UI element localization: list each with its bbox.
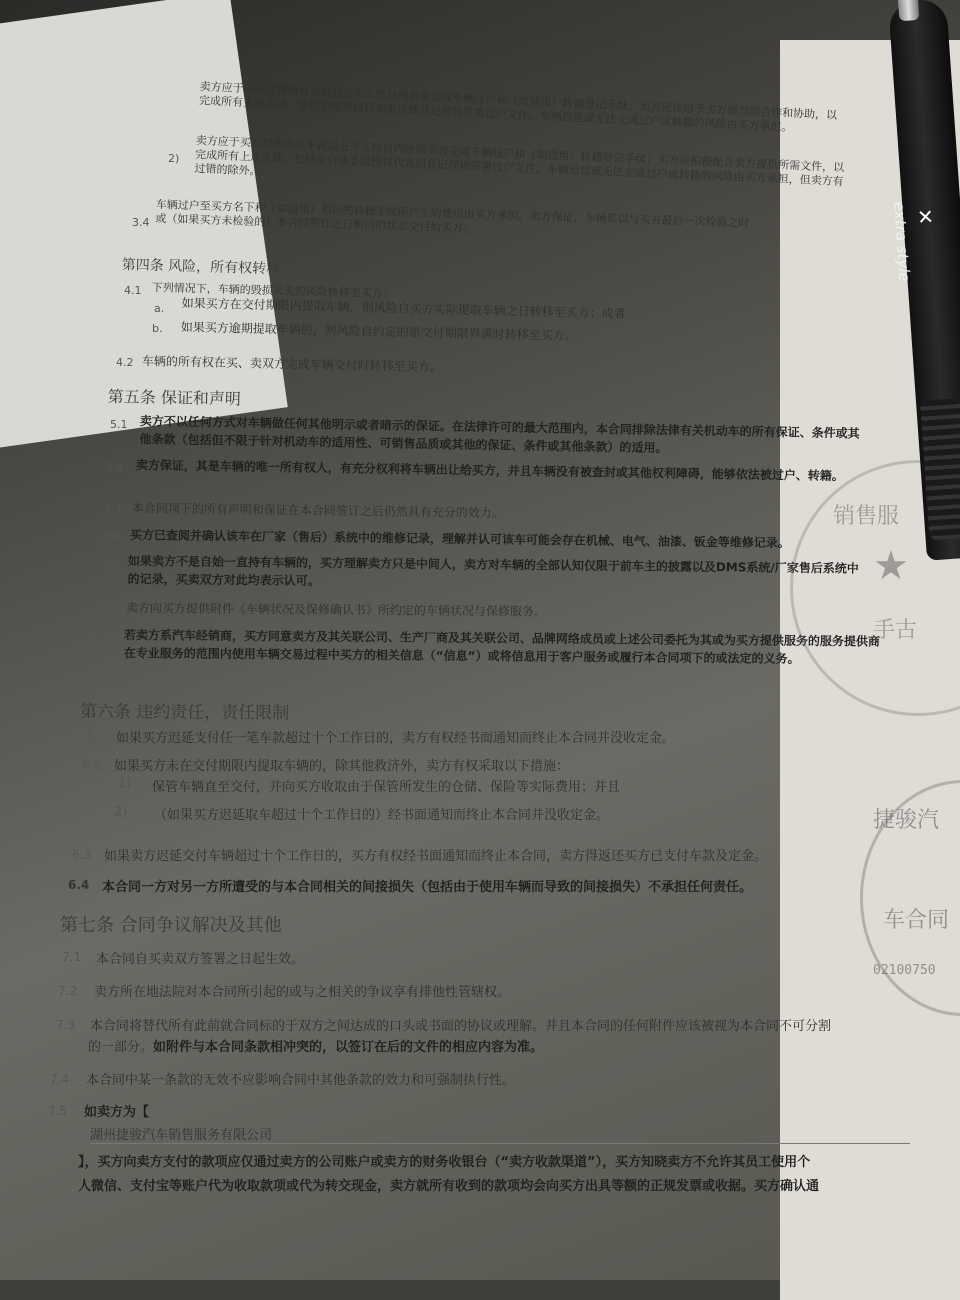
pen-logo-icon: ✕ [916, 204, 935, 230]
clause-4-1: 下列情况下，车辆的毁损灭失的风险转移至买方： [151, 280, 394, 301]
seal-bottom-text: 捷骏汽 [873, 808, 940, 833]
clause-7-1-number: 7.1 [62, 950, 82, 964]
clause-7-5-line-2: 人微信、支付宝等账户代为收取款项或代为转交现金，卖方就所有收到的款项均会向买方出具等额的正规发票或收据。买方确认通 [78, 1179, 820, 1194]
clause-5-1-number: 5.1 [110, 418, 128, 431]
clause-5-3: 本合同项下的所有声明和保证在本合同签订之后仍然具有充分的效力。 [131, 500, 504, 521]
clause-7-5-label: 如卖方为【 [84, 1105, 150, 1120]
clause-6-4-number: 6.4 [68, 878, 90, 892]
clause-5-7-number: 5.7 [96, 630, 114, 643]
clause-3-4: 车辆过户至买方名下和（如适用）相应的转籍手续所产生的费用由买方承担。卖方保证，车辆系以与买方最后一次检验之时或（如果买方未检验的）本合同签订之日相同的状态交付给买方。 [155, 198, 750, 236]
clause-5-5: 如果卖方不是自始一直持有车辆的，买方理解卖方只是中间人，卖方对车辆的全部认知仅限于前车主的披露以及DMS系统/厂家售后系统中的记录，买卖双方对此均表示认可。 [127, 553, 859, 589]
clause-7-3-line-1: 本合同将替代所有此前就合同标的于双方之间达成的口头或书面的协议或理解。并且本合同的任何附件应该被视为本合同不可分割 [90, 1019, 832, 1034]
clause-4-2: 车辆的所有权在买、卖双方完成车辆交付时转移至买方。 [141, 353, 442, 375]
seal-top-text-2: 手古 [873, 618, 918, 643]
pen-grip [920, 397, 960, 540]
clause-7-4: 本合同中某一条款的无效不应影响合同中其他条款的效力和可强制执行性。 [86, 1073, 516, 1088]
clause-4-2-number: 4.2 [116, 356, 134, 369]
article-6-title: 第六条 违约责任，责任限制 [79, 701, 290, 724]
clause-5-2: 卖方保证，其是车辆的唯一所有权人，有充分权利将车辆出让给买方，并且车辆没有被查封或其他权利障碍，能够依法被过户、转籍。 [135, 457, 844, 484]
clause-7-5-line-1: 】，买方向卖方支付的款项应仅通过卖方的公司账户或卖方的财务收银台（“卖方收款渠道”），买方知晓卖方不允许其员工使用个 [78, 1155, 811, 1170]
clause-3-3-item-2: 卖方应于买方付清所有车款后五个工作日内协助买方完成车辆过户和（如适用）转籍登记手续；买方应积极配合卖方提供所需文件，以完成所有上述手续，包括亲自或委派授权代表到登记现场签署过户文件。车辆迟延或无法完成过户或转籍的风险由买方承担，但卖方有过错的除外。 [194, 134, 845, 189]
clause-7-2: 卖方所在地法院对本合同所引起的或与之相关的争议享有排他性管辖权。 [94, 985, 511, 1000]
clause-5-1: 卖方不以任何方式对车辆做任何其他明示或者暗示的保证。在法律许可的最大范围内，本合同排除法律有关机动车的所有保证、条件或其他条款（包括但不限于针对机动车的适用性、可销售品质或其他的保证、条件或其他条款）的适用。 [139, 413, 860, 456]
clause-6-2-1-number: 1) [118, 776, 132, 791]
clause-4-1-b: 如果买方逾期提取车辆的，则风险自约定的原交付期限界满时转移至买方。 [180, 319, 577, 343]
clause-6-2: 如果买方未在交付期限内提取车辆的，除其他救济外，卖方有权采取以下措施： [114, 759, 570, 774]
pen-brand-label: extra style [890, 201, 914, 283]
clause-6-1-number: 6.1 [86, 730, 106, 744]
clause-7-3-line-2-plain: 的一部分。 [88, 1040, 154, 1055]
clause-6-4: 本合同一方对另一方所遭受的与本合同相关的间接损失（包括由于使用车辆而导致的间接损失）不承担任何责任。 [102, 880, 753, 895]
clause-5-7: 若卖方系汽车经销商，买方同意卖方及其关联公司、生产厂商及其关联公司、品牌网络成员或上述公司委托为其或为买方提供服务的服务提供商在专业服务的范围内使用车辆交易过程中买方的相关信息（“信息”）或将信息用于客户服务或履行本合同项下的或法定的义务。 [123, 627, 880, 666]
clause-5-3-number: 5.3 [104, 502, 122, 515]
article-5-title: 第五条 保证和声明 [107, 386, 242, 409]
clause-3-3-item-1: 卖方应于买方付清所有车款后五个工作日内负责完成车辆过户和（如适用）转籍登记手续；卖方应该给予买方适当的合作和协助，以完成所有上述手续，包括委派授权代表亲自到登记现场签署过户文件。车辆迟延或无法完成过户或转籍的风险由买方承担。 [198, 80, 838, 134]
clause-7-4-number: 7.4 [50, 1072, 70, 1086]
clause-7-3-line-2 [88, 1036, 543, 1055]
seal-star-icon: ★ [873, 543, 909, 589]
seal-top-text: 销售服 [833, 504, 900, 529]
clause-6-2-1: 保管车辆直至交付，并向买方收取由于保管所发生的仓储、保险等实际费用；并且 [152, 780, 621, 795]
clause-5-4: 买方已查阅并确认该车在厂家（售后）系统中的维修记录，理解并认可该车可能会存在机械、电气、油漆、钣金等维修记录。 [129, 527, 790, 551]
seal-serial-number: 02100750 [873, 963, 936, 978]
clause-3-3-item-2-number: 2) [168, 152, 180, 165]
seal-bottom-text-2: 车合同 [883, 908, 950, 933]
clause-7-2-number: 7.2 [58, 984, 78, 998]
seller-company-name: 湖州捷骏汽车销售服务有限公司 [90, 1124, 910, 1144]
article-4-title: 第四条 风险，所有权转移 [121, 256, 281, 278]
clause-6-1: 如果买方迟延支付任一笔车款超过十个工作日的，卖方有权经书面通知而终止本合同并没收定金。 [116, 731, 676, 746]
clause-3-4-number: 3.4 [132, 216, 150, 229]
clause-6-3-number: 6.3 [72, 848, 92, 862]
clause-5-2-number: 5.2 [106, 460, 124, 473]
clause-7-3-line-2-bold: 如附件与本合同条款相冲突的，以签订在后的文件的相应内容为准。 [153, 1040, 544, 1055]
article-7-title: 第七条 合同争议解决及其他 [60, 915, 282, 936]
clause-5-6-number: 5.6 [98, 602, 116, 615]
clause-6-2-number: 6.2 [82, 758, 102, 772]
clause-6-3: 如果卖方迟延交付车辆超过十个工作日的，买方有权经书面通知而终止本合同，卖方得返还买方已支付车款及定金。 [104, 849, 768, 864]
clause-7-3-number: 7.3 [56, 1018, 76, 1032]
clause-5-6: 卖方向买方提供附件《车辆状况及保修确认书》所约定的车辆状况与保修服务。 [125, 600, 546, 619]
clause-7-1: 本合同自买卖双方签署之日起生效。 [96, 952, 305, 967]
clause-4-1-a-number: a. [154, 302, 165, 315]
pen-tip [895, 0, 919, 21]
clause-4-1-number: 4.1 [124, 284, 142, 297]
clause-4-1-b-number: b. [152, 322, 163, 335]
clause-6-2-2-number: 2) [114, 805, 128, 820]
clause-5-4-number: 5.4 [102, 530, 120, 543]
clause-6-2-2: （如果买方迟延取车超过十个工作日的）经书面通知而终止本合同并没收定金。 [154, 808, 610, 823]
clause-4-1-a: 如果买方在交付期限内提取车辆，则风险自买方实际提取车辆之日转移至买方；或者 [181, 295, 626, 321]
clause-7-5-number: 7.5 [48, 1104, 68, 1118]
clause-5-5-number: 5.5 [100, 556, 118, 569]
